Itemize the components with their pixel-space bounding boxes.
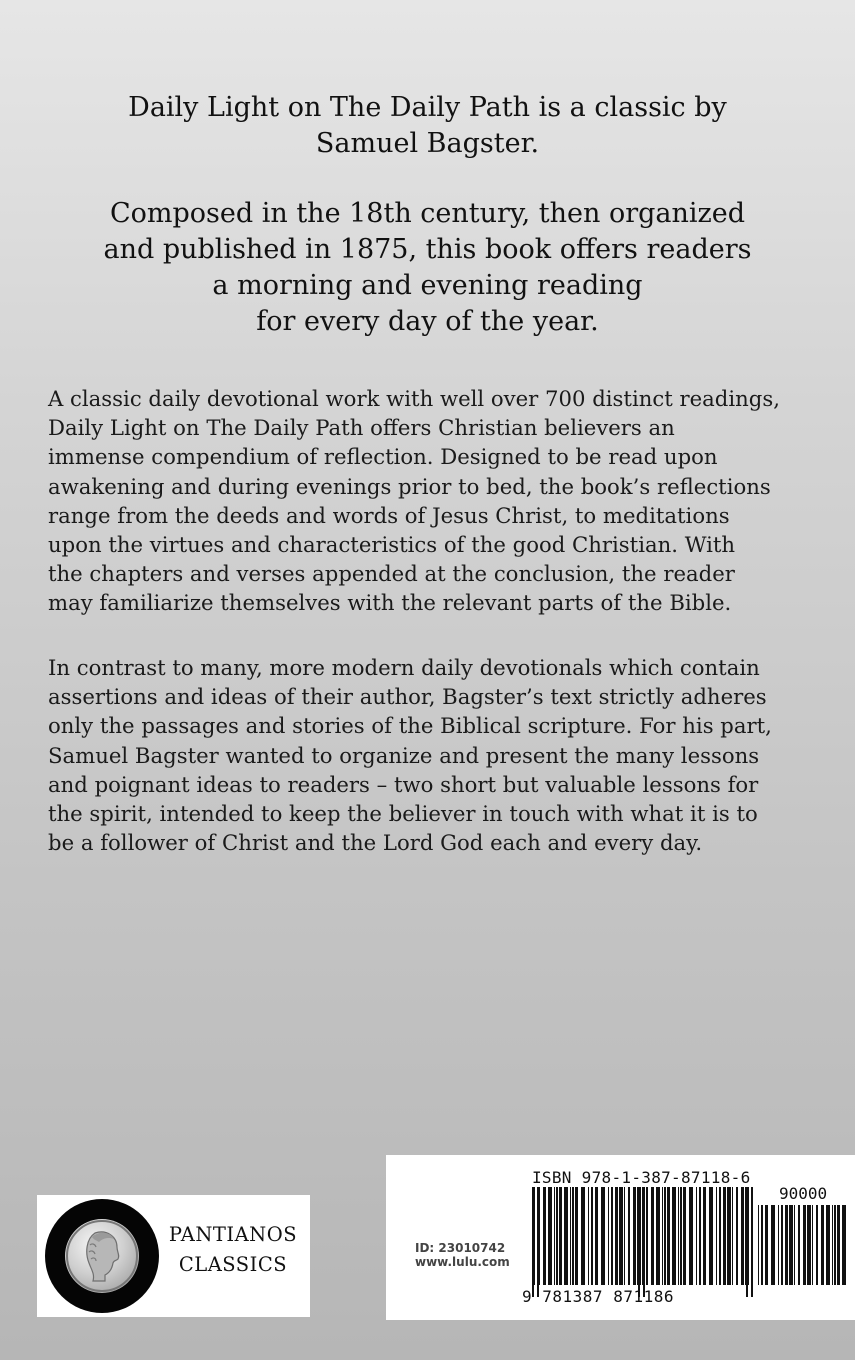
p1-line: immense compendium of reflection. Designed to be read upon bbox=[48, 444, 718, 470]
p1-line: awakening and during evenings prior to bed, the book’s reflections bbox=[48, 473, 771, 499]
description-paragraph-2 bbox=[48, 653, 848, 857]
p1-line: range from the deeds and words of Jesus Christ, to meditations bbox=[48, 502, 730, 528]
description-paragraph-1 bbox=[48, 384, 848, 618]
intro-heading-2 bbox=[40, 196, 815, 340]
p1-line: Daily Light on The Daily Path offers Christian believers an bbox=[48, 415, 675, 441]
lulu-site: www.lulu.com bbox=[415, 1255, 510, 1269]
intro-line-5: a morning and evening reading bbox=[212, 270, 643, 301]
publisher-name-line-1: PANTIANOS bbox=[168, 1223, 298, 1246]
lulu-id: ID: 23010742 bbox=[415, 1241, 506, 1255]
coin-profile-icon bbox=[65, 1219, 139, 1293]
coin-medallion-icon bbox=[45, 1199, 159, 1313]
isbn-label: ISBN 978-1-387-87118-6 bbox=[532, 1168, 751, 1187]
price-code: 90000 bbox=[779, 1184, 828, 1203]
p2-line: Samuel Bagster wanted to organize and present the many lessons bbox=[48, 742, 760, 768]
p1-line: may familiarize themselves with the relevant parts of the Bible. bbox=[48, 590, 732, 616]
intro-line-1: Daily Light on The Daily Path is a classic by bbox=[128, 92, 727, 123]
p1-line: A classic daily devotional work with well over 700 distinct readings, bbox=[48, 386, 780, 411]
p2-line: the spirit, intended to keep the believer in touch with what it is to bbox=[48, 801, 758, 827]
p2-line: assertions and ideas of their author, Bagster’s text strictly adheres bbox=[48, 684, 767, 710]
barcode-digits: 9 781387 871186 bbox=[522, 1287, 674, 1306]
p2-line: and poignant ideas to readers – two short but valuable lessons for bbox=[48, 771, 759, 797]
publisher-logo-box bbox=[37, 1195, 310, 1317]
barcode-box bbox=[386, 1155, 855, 1320]
p2-line: only the passages and stories of the Biblical scripture. For his part, bbox=[48, 713, 772, 739]
intro-line-2: Samuel Bagster. bbox=[315, 128, 540, 159]
intro-line-6: for every day of the year. bbox=[256, 306, 599, 337]
intro-heading-1 bbox=[40, 90, 815, 162]
p1-line: upon the virtues and characteristics of the good Christian. With bbox=[48, 532, 736, 558]
p2-line: be a follower of Christ and the Lord God each and every day. bbox=[48, 830, 703, 856]
publisher-name-line-2: CLASSICS bbox=[178, 1253, 288, 1276]
intro-line-3: Composed in the 18th century, then organized bbox=[109, 198, 746, 229]
p2-line: In contrast to many, more modern daily devotionals which contain bbox=[48, 655, 760, 680]
p1-line: the chapters and verses appended at the conclusion, the reader bbox=[48, 561, 735, 587]
intro-line-4: and published in 1875, this book offers readers bbox=[103, 234, 752, 265]
